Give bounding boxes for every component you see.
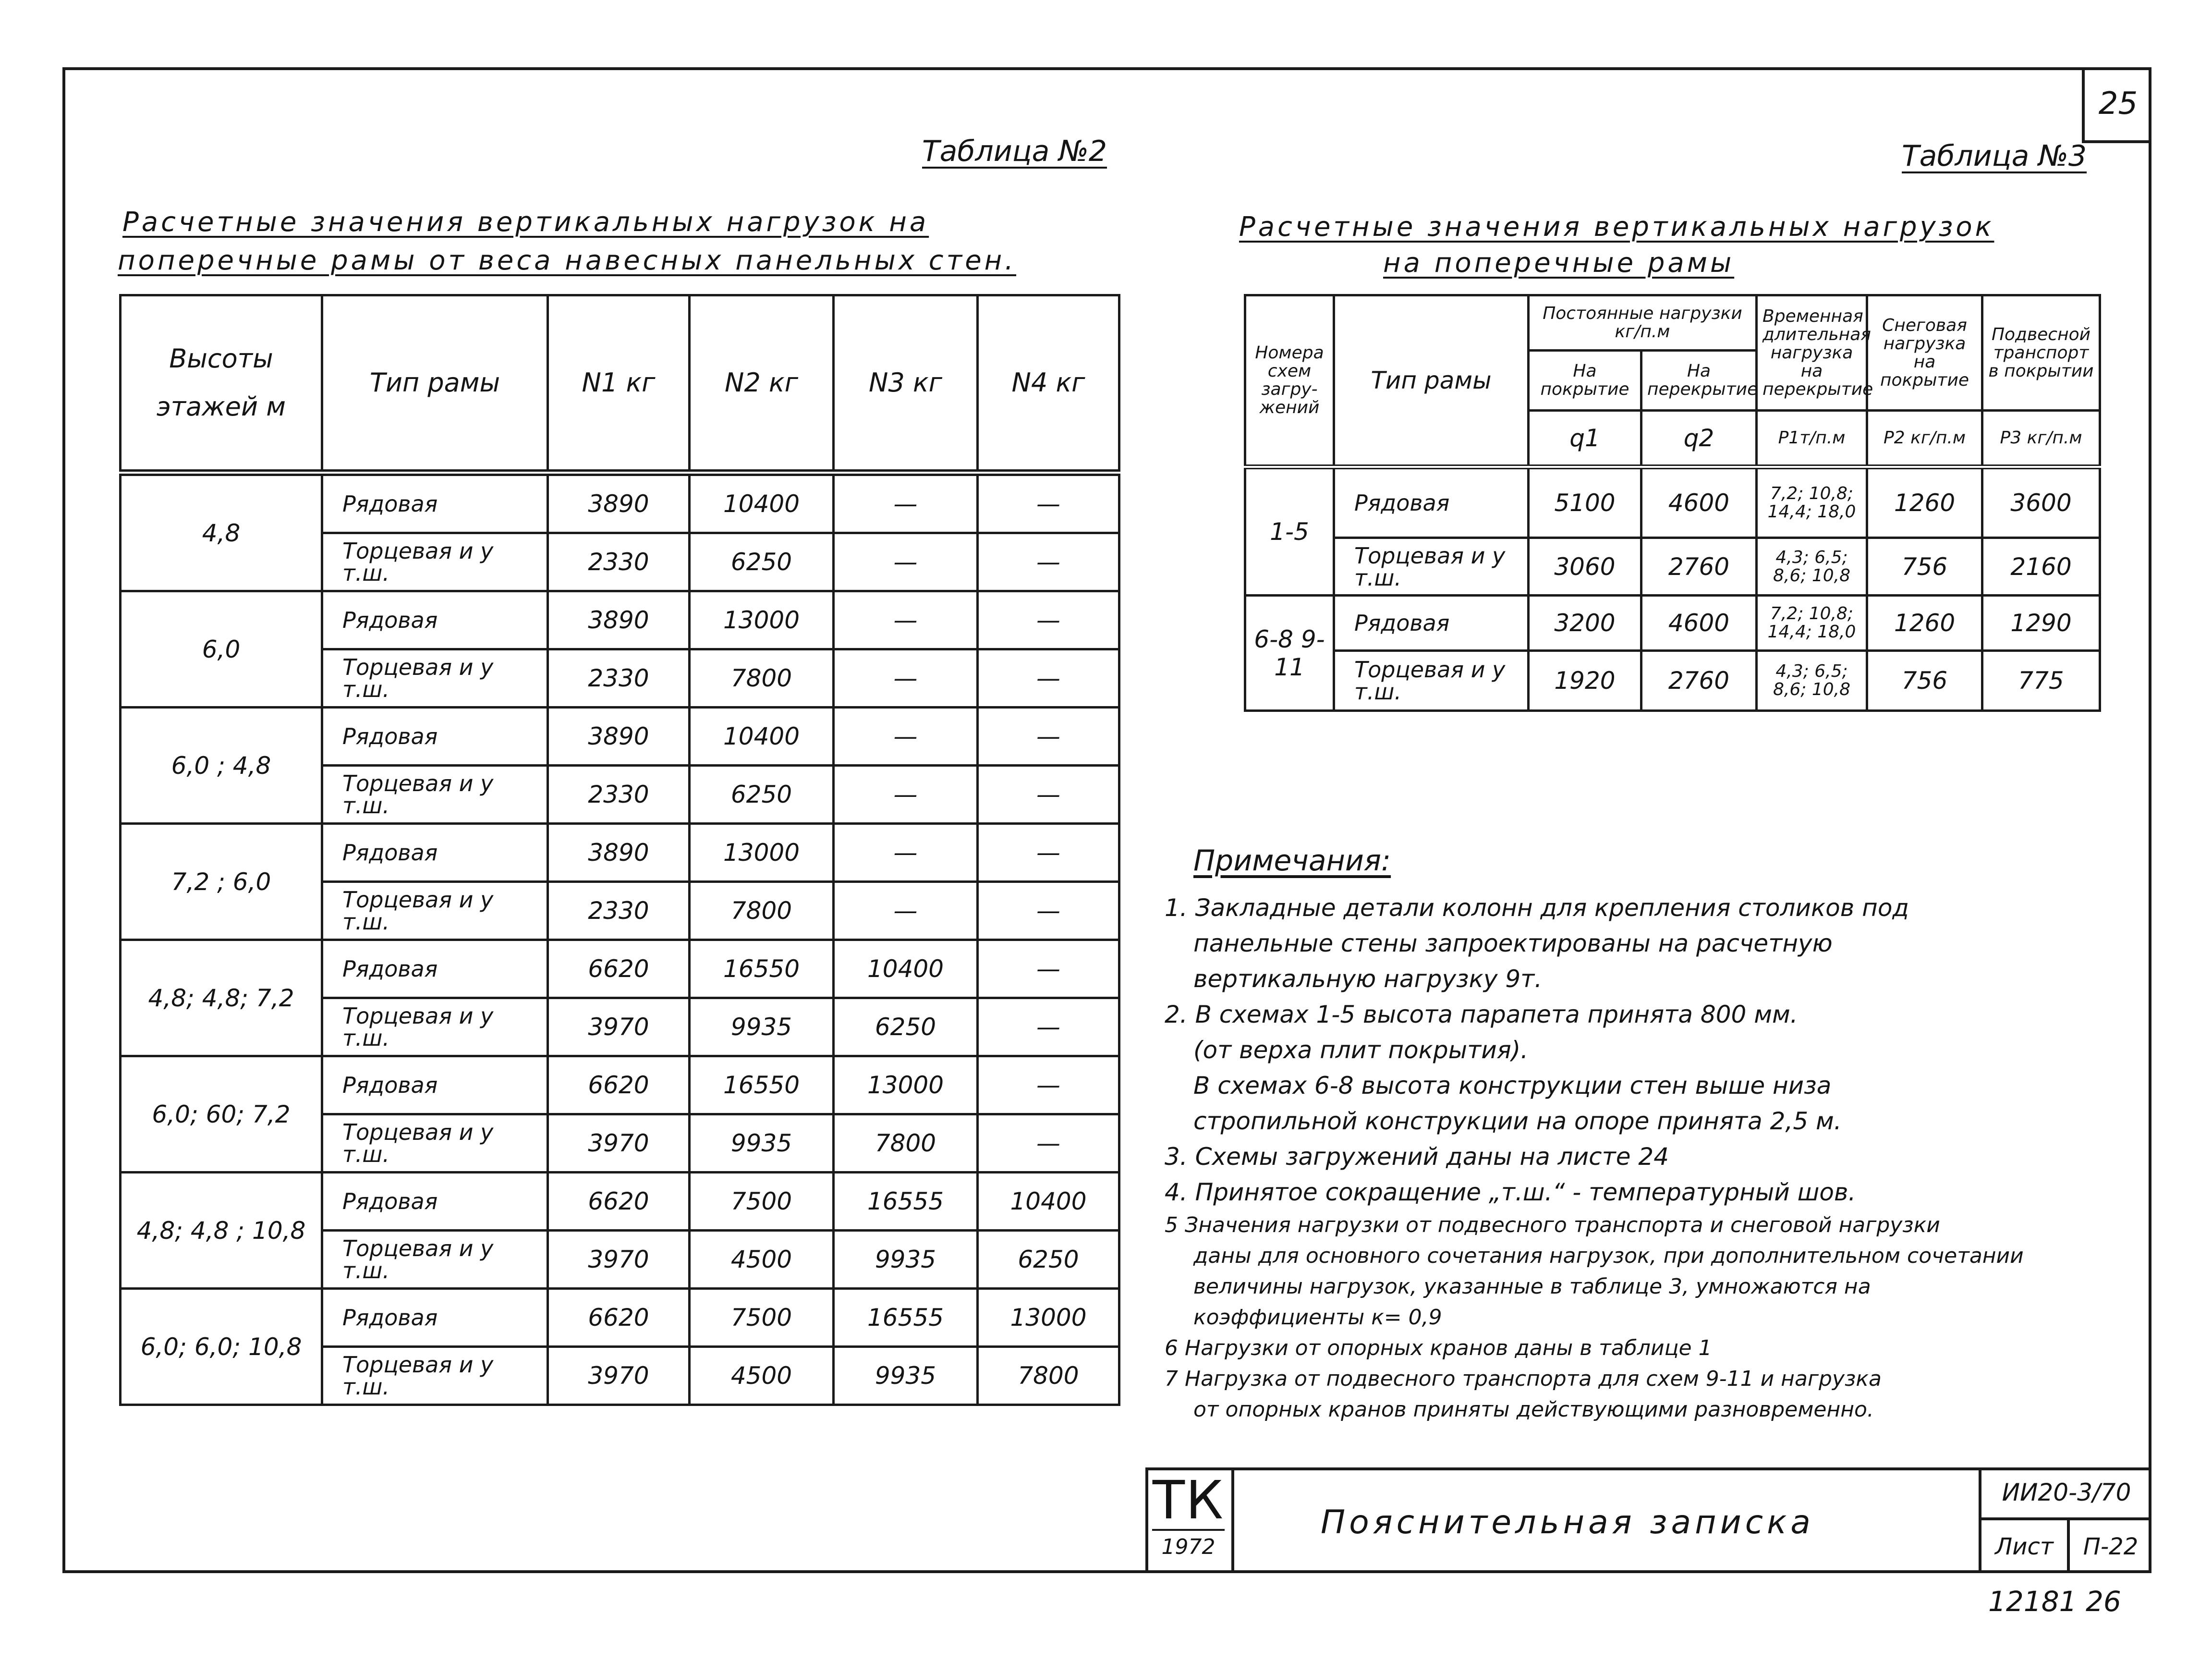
table2-header-n1: N1 кг xyxy=(548,295,690,473)
n3-cell: 9935 xyxy=(834,1231,978,1289)
height-cell: 6,0 ; 4,8 xyxy=(121,708,322,824)
n3-cell: — xyxy=(834,824,978,882)
scheme-cell: 1-5 xyxy=(1245,467,1334,596)
n2-cell: 16550 xyxy=(690,1056,834,1114)
n1-cell: 3970 xyxy=(548,1347,690,1405)
type-cell: Торцевая и у т.ш. xyxy=(1334,538,1529,596)
org-label: ТК xyxy=(1152,1469,1225,1531)
note-line: панельные стены запроектированы на расчетную xyxy=(1193,929,1833,957)
table3-header-snow-unit: P2 кг/п.м xyxy=(1867,411,1982,467)
table2-header-row xyxy=(121,295,1119,473)
p3-cell: 1290 xyxy=(1982,596,2100,651)
table-row xyxy=(121,1289,1119,1347)
q2-cell: 2760 xyxy=(1641,651,1757,711)
n1-cell: 6620 xyxy=(548,1173,690,1231)
q1-cell: 3060 xyxy=(1529,538,1641,596)
table2-header-type: Тип рамы xyxy=(322,295,548,473)
p3-cell: 775 xyxy=(1982,651,2100,711)
height-cell: 4,8 xyxy=(121,473,322,591)
n3-cell: — xyxy=(834,708,978,766)
n4-cell: — xyxy=(978,649,1119,708)
n4-cell: — xyxy=(978,940,1119,998)
note-line: В схемах 6-8 высота конструкции стен выше низа xyxy=(1193,1072,1832,1100)
n2-cell: 7800 xyxy=(690,649,834,708)
n3-cell: 16555 xyxy=(834,1173,978,1231)
n2-cell: 9935 xyxy=(690,1114,834,1173)
table-row xyxy=(1245,467,2100,538)
table3-header-on-roof: На покрытие xyxy=(1529,351,1641,411)
n4-cell: — xyxy=(978,1056,1119,1114)
table-row xyxy=(121,940,1119,998)
n2-cell: 10400 xyxy=(690,708,834,766)
note-line: коэффициенты к= 0,9 xyxy=(1193,1305,1442,1330)
n3-cell: — xyxy=(834,473,978,533)
n2-cell: 13000 xyxy=(690,591,834,649)
n2-cell: 7500 xyxy=(690,1289,834,1347)
height-cell: 4,8; 4,8; 7,2 xyxy=(121,940,322,1056)
table3 xyxy=(1244,294,2101,712)
note-line: величины нагрузок, указанные в таблице 3, умножаются на xyxy=(1193,1274,1871,1299)
type-cell: Рядовая xyxy=(322,824,548,882)
table3-heading-line2: на поперечные рамы xyxy=(1383,247,1735,279)
n3-cell: — xyxy=(834,591,978,649)
n2-cell: 9935 xyxy=(690,998,834,1056)
n4-cell: — xyxy=(978,824,1119,882)
type-cell: Рядовая xyxy=(322,1056,548,1114)
notes-title: Примечания: xyxy=(1193,844,1391,878)
n4-cell: — xyxy=(978,766,1119,824)
type-cell: Рядовая xyxy=(1334,467,1529,538)
p2-cell: 1260 xyxy=(1867,596,1982,651)
n1-cell: 6620 xyxy=(548,1056,690,1114)
type-cell: Рядовая xyxy=(322,1289,548,1347)
n4-cell: 7800 xyxy=(978,1347,1119,1405)
table2 xyxy=(119,294,1120,1406)
table3-header-suspended: Подвесной транспорт в покрытии xyxy=(1982,295,2100,411)
height-cell: 4,8; 4,8 ; 10,8 xyxy=(121,1173,322,1289)
notes xyxy=(1165,843,2125,1425)
n1-cell: 6620 xyxy=(548,940,690,998)
n1-cell: 3890 xyxy=(548,708,690,766)
n4-cell: — xyxy=(978,708,1119,766)
table3-header-q1: q1 xyxy=(1529,411,1641,467)
type-cell: Торцевая и у т.ш. xyxy=(1334,651,1529,711)
q1-cell: 5100 xyxy=(1529,467,1641,538)
n3-cell: 9935 xyxy=(834,1347,978,1405)
n3-cell: — xyxy=(834,649,978,708)
height-cell: 6,0 xyxy=(121,591,322,708)
p3-cell: 3600 xyxy=(1982,467,2100,538)
table3-header-q2: q2 xyxy=(1641,411,1757,467)
p3-cell: 2160 xyxy=(1982,538,2100,596)
table2-heading-line2: поперечные рамы от веса навесных панельных стен. xyxy=(118,245,1017,276)
q1-cell: 3200 xyxy=(1529,596,1641,651)
height-cell: 7,2 ; 6,0 xyxy=(121,824,322,940)
n1-cell: 3970 xyxy=(548,998,690,1056)
n3-cell: 7800 xyxy=(834,1114,978,1173)
table2-heading-line1: Расчетные значения вертикальных нагрузок на xyxy=(122,207,929,238)
type-cell: Рядовая xyxy=(322,940,548,998)
table-row xyxy=(121,824,1119,882)
table2-label: Таблица №2 xyxy=(922,134,1107,168)
table-row xyxy=(121,473,1119,533)
n2-cell: 13000 xyxy=(690,824,834,882)
type-cell: Торцевая и у т.ш. xyxy=(322,533,548,591)
note-line: 3. Схемы загружений даны на листе 24 xyxy=(1165,1143,1669,1171)
p1-cell: 7,2; 10,8; 14,4; 18,0 xyxy=(1757,596,1867,651)
note-line: вертикальную нагрузку 9т. xyxy=(1193,965,1543,993)
stamp-year: 1972 xyxy=(1152,1529,1225,1564)
n1-cell: 3890 xyxy=(548,591,690,649)
table2-header-n2: N2 кг xyxy=(690,295,834,473)
n4-cell: — xyxy=(978,533,1119,591)
note-line: 6 Нагрузки от опорных кранов даны в таблице 1 xyxy=(1165,1336,1712,1360)
document-title: Пояснительная записка xyxy=(1321,1503,1814,1541)
note-line: от опорных кранов приняты действующими разновременно. xyxy=(1193,1397,1874,1422)
table3-header-type: Тип рамы xyxy=(1334,295,1529,467)
n1-cell: 2330 xyxy=(548,649,690,708)
table-row xyxy=(1245,651,2100,711)
table3-heading-line1: Расчетные значения вертикальных нагрузок xyxy=(1239,211,1994,243)
p2-cell: 756 xyxy=(1867,651,1982,711)
table2-header-n4: N4 кг xyxy=(978,295,1119,473)
note-line: 4. Принятое сокращение „т.ш.“ - температурный шов. xyxy=(1165,1178,1856,1206)
n2-cell: 16550 xyxy=(690,940,834,998)
sheet-label: Лист xyxy=(1979,1520,2070,1573)
n3-cell: — xyxy=(834,882,978,940)
table-row xyxy=(1245,596,2100,651)
p2-cell: 1260 xyxy=(1867,467,1982,538)
type-cell: Торцевая и у т.ш. xyxy=(322,1347,548,1405)
n1-cell: 2330 xyxy=(548,533,690,591)
document-code: ИИ20-3/70 xyxy=(1979,1467,2151,1520)
type-cell: Торцевая и у т.ш. xyxy=(322,766,548,824)
p1-cell: 4,3; 6,5; 8,6; 10,8 xyxy=(1757,538,1867,596)
n2-cell: 7800 xyxy=(690,882,834,940)
table3-header-schemes: Номера схем загру- жений xyxy=(1245,295,1334,467)
q2-cell: 4600 xyxy=(1641,467,1757,538)
n2-cell: 4500 xyxy=(690,1347,834,1405)
type-cell: Рядовая xyxy=(322,473,548,533)
n3-cell: 13000 xyxy=(834,1056,978,1114)
table3-header-temporary: Временная длительная нагрузка на перекрытие xyxy=(1757,295,1867,411)
table-row xyxy=(121,1173,1119,1231)
type-cell: Рядовая xyxy=(322,708,548,766)
n4-cell: 13000 xyxy=(978,1289,1119,1347)
note-line: стропильной конструкции на опоре принята 2,5 м. xyxy=(1193,1107,1842,1135)
n3-cell: 10400 xyxy=(834,940,978,998)
n1-cell: 2330 xyxy=(548,766,690,824)
p1-cell: 7,2; 10,8; 14,4; 18,0 xyxy=(1757,467,1867,538)
n4-cell: — xyxy=(978,1114,1119,1173)
n2-cell: 7500 xyxy=(690,1173,834,1231)
note-line: (от верха плит покрытия). xyxy=(1193,1036,1529,1064)
page-number: 25 xyxy=(2082,67,2151,143)
n4-cell: — xyxy=(978,882,1119,940)
n1-cell: 6620 xyxy=(548,1289,690,1347)
table3-header-suspended-unit: P3 кг/п.м xyxy=(1982,411,2100,467)
n2-cell: 6250 xyxy=(690,766,834,824)
height-cell: 6,0; 6,0; 10,8 xyxy=(121,1289,322,1405)
p1-cell: 4,3; 6,5; 8,6; 10,8 xyxy=(1757,651,1867,711)
table3-label: Таблица №3 xyxy=(1902,139,2087,173)
n1-cell: 3890 xyxy=(548,473,690,533)
note-line: 5 Значения нагрузки от подвесного транспорта и снеговой нагрузки xyxy=(1165,1213,1940,1237)
table-row xyxy=(121,1056,1119,1114)
n1-cell: 3890 xyxy=(548,824,690,882)
n3-cell: 16555 xyxy=(834,1289,978,1347)
n4-cell: 10400 xyxy=(978,1173,1119,1231)
table-row xyxy=(121,591,1119,649)
n3-cell: — xyxy=(834,766,978,824)
table2-header-heights: Высоты этажей м xyxy=(121,295,322,473)
archive-number: 12181 26 xyxy=(1988,1585,2121,1618)
type-cell: Торцевая и у т.ш. xyxy=(322,1231,548,1289)
note-line: 2. В схемах 1-5 высота парапета принята 800 мм. xyxy=(1165,1001,1798,1028)
org-stamp xyxy=(1145,1467,1234,1573)
n4-cell: 6250 xyxy=(978,1231,1119,1289)
note-line: даны для основного сочетания нагрузок, при дополнительном сочетании xyxy=(1193,1244,2024,1268)
n4-cell: — xyxy=(978,473,1119,533)
type-cell: Рядовая xyxy=(1334,596,1529,651)
n2-cell: 10400 xyxy=(690,473,834,533)
p2-cell: 756 xyxy=(1867,538,1982,596)
type-cell: Рядовая xyxy=(322,1173,548,1231)
table2-header-n3: N3 кг xyxy=(834,295,978,473)
table-row xyxy=(1245,538,2100,596)
q2-cell: 2760 xyxy=(1641,538,1757,596)
n4-cell: — xyxy=(978,591,1119,649)
type-cell: Рядовая xyxy=(322,591,548,649)
table3-header-snow: Снеговая нагрузка на покрытие xyxy=(1867,295,1982,411)
n1-cell: 3970 xyxy=(548,1231,690,1289)
n2-cell: 4500 xyxy=(690,1231,834,1289)
note-line: 1. Закладные детали колонн для крепления столиков под xyxy=(1165,894,1909,922)
n1-cell: 3970 xyxy=(548,1114,690,1173)
n3-cell: — xyxy=(834,533,978,591)
n3-cell: 6250 xyxy=(834,998,978,1056)
table3-header-on-floor: На перекрытие xyxy=(1641,351,1757,411)
q1-cell: 1920 xyxy=(1529,651,1641,711)
q2-cell: 4600 xyxy=(1641,596,1757,651)
n2-cell: 6250 xyxy=(690,533,834,591)
n4-cell: — xyxy=(978,998,1119,1056)
type-cell: Торцевая и у т.ш. xyxy=(322,998,548,1056)
scheme-cell: 6-8 9-11 xyxy=(1245,596,1334,711)
table3-header-temporary-unit: P1т/п.м xyxy=(1757,411,1867,467)
table3-header-permanent: Постоянные нагрузки кг/п.м xyxy=(1529,295,1757,351)
type-cell: Торцевая и у т.ш. xyxy=(322,1114,548,1173)
n1-cell: 2330 xyxy=(548,882,690,940)
height-cell: 6,0; 60; 7,2 xyxy=(121,1056,322,1173)
type-cell: Торцевая и у т.ш. xyxy=(322,882,548,940)
type-cell: Торцевая и у т.ш. xyxy=(322,649,548,708)
note-line: 7 Нагрузка от подвесного транспорта для схем 9-11 и нагрузка xyxy=(1165,1367,1882,1391)
table3-header-row xyxy=(1245,295,2100,351)
sheet-number: П-22 xyxy=(2083,1533,2139,1560)
table-row xyxy=(121,708,1119,766)
